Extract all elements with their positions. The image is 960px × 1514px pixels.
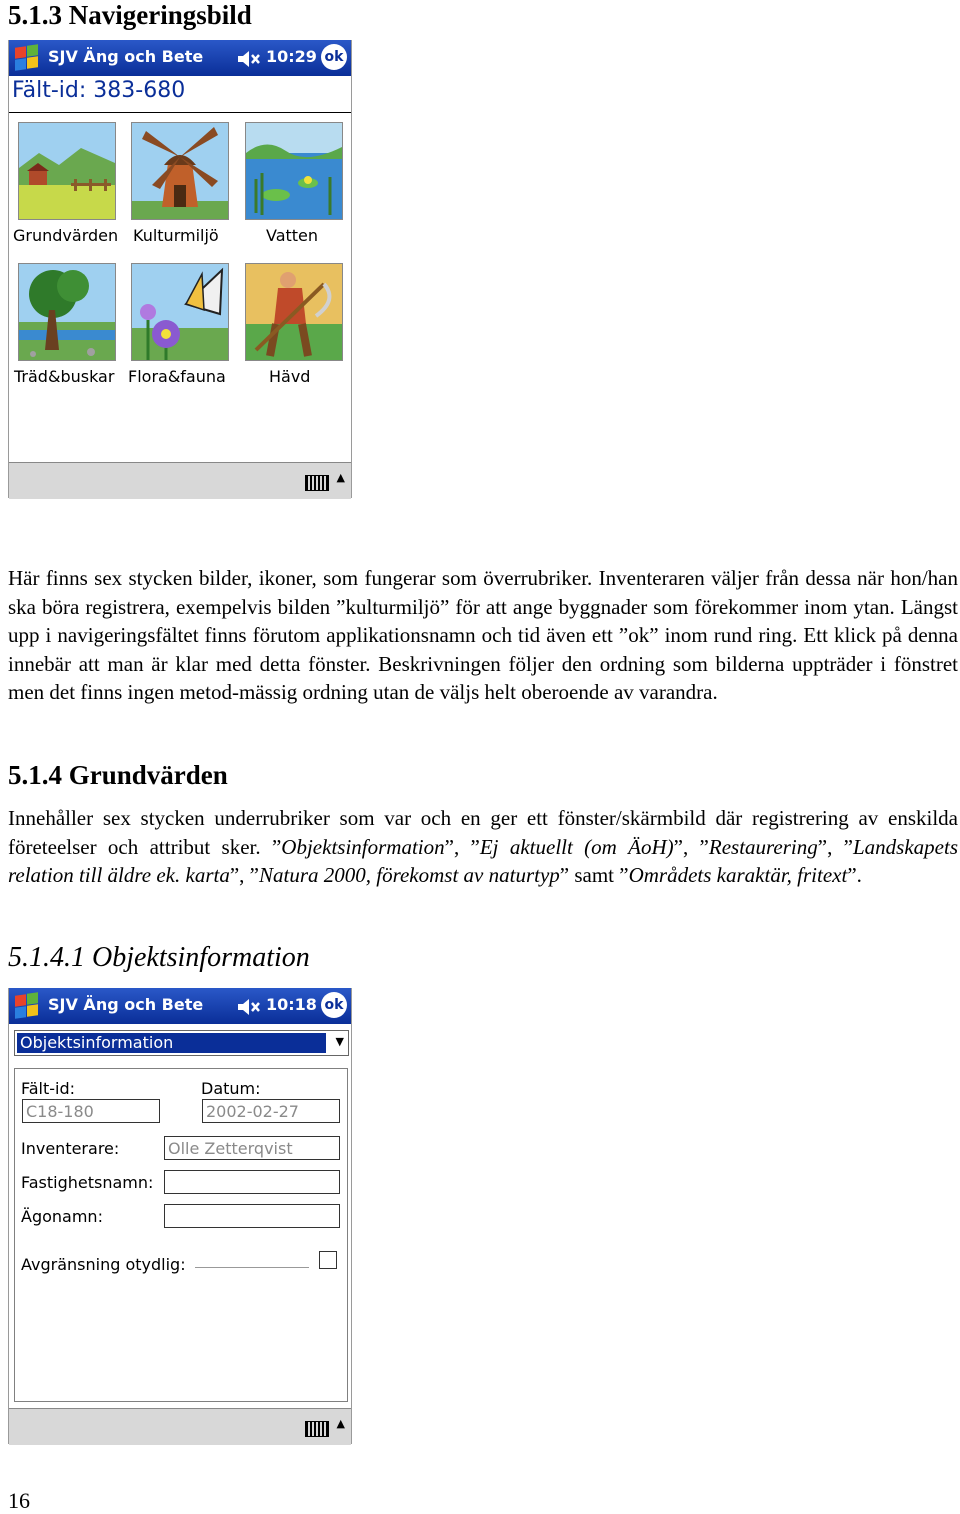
tile-label-trad-buskar: Träd&buskar [14, 367, 115, 386]
keyboard-icon[interactable] [305, 1421, 329, 1437]
windows-start-icon[interactable] [14, 45, 40, 71]
inventerare-input[interactable]: Olle Zetterqvist [164, 1136, 340, 1160]
title-bar [9, 40, 351, 76]
tile-trad-buskar[interactable] [18, 263, 116, 361]
heading-navigeringsbild: 5.1.3 Navigeringsbild [8, 0, 252, 30]
objektsinformation-screenshot [8, 988, 352, 1444]
dropdown-selected: Objektsinformation [17, 1033, 326, 1053]
keyboard-icon[interactable] [305, 475, 329, 491]
landscape-icon [19, 123, 115, 219]
speaker-muted-icon[interactable] [236, 48, 262, 70]
title-bar [9, 988, 351, 1024]
agonamn-input[interactable] [164, 1204, 340, 1228]
ok-button[interactable]: ok [321, 44, 347, 70]
date-input[interactable]: 2002-02-27 [202, 1099, 340, 1123]
water-icon [246, 123, 342, 219]
tile-kulturmiljo[interactable] [131, 122, 229, 220]
subheading-item: Ej aktuellt (om ÄoH) [479, 834, 674, 859]
inventerare-label: Inventerare: [21, 1139, 120, 1158]
tile-vatten[interactable] [245, 122, 343, 220]
paragraph-intro: Innehåller sex stycken underrubriker som var och en ger ett fönster/skärmbild där registrering av enskilda företeelser och attribut sker. [8, 806, 958, 859]
heading-objektsinformation: 5.1.4.1 Objektsinformation [8, 942, 310, 973]
tile-flora-fauna[interactable] [131, 263, 229, 361]
tree-icon [19, 264, 115, 360]
fastighetsnamn-input[interactable] [164, 1170, 340, 1194]
paragraph-grundvarden: Innehåller sex stycken underrubriker som var och en ger ett fönster/skärmbild där registrering av enskilda företeelser och attribut sker. ”Objektsinformation”, ”Ej aktuellt (om ÄoH)”, ”Restaurering”, ”Landskapets relation till äldre ek. karta”, ”Natura 2000, förekomst av naturtyp” samt ”Områdets karaktär, fritext”. [8, 806, 958, 887]
avgransning-label: Avgränsning otydlig: [21, 1255, 186, 1274]
tile-label-grundvarden: Grundvärden [13, 226, 119, 245]
clock[interactable]: 10:18 [266, 995, 317, 1014]
field-id-title: Fält-id: 383-680 [12, 78, 186, 103]
tile-label-flora-fauna: Flora&fauna [128, 367, 226, 386]
scythe-icon [246, 264, 342, 360]
windmill-icon [132, 123, 228, 219]
tile-havd[interactable] [245, 263, 343, 361]
date-label: Datum: [201, 1079, 261, 1098]
subheading-item: Natura 2000, förekomst av naturtyp [258, 863, 560, 887]
form-panel [14, 1068, 348, 1402]
tile-label-vatten: Vatten [266, 226, 319, 245]
keyboard-arrow-icon[interactable]: ▲ [336, 1417, 345, 1430]
section-dropdown[interactable] [14, 1030, 349, 1056]
chevron-down-icon[interactable]: ▼ [335, 1035, 344, 1048]
butterfly-icon [132, 264, 228, 360]
subheading-item: Områdets karaktär, fritext [628, 863, 848, 887]
speaker-muted-icon[interactable] [236, 996, 262, 1018]
subheading-item: Restaurering [708, 834, 818, 859]
app-title: SJV Äng och Bete [48, 47, 204, 66]
tile-grundvarden[interactable] [18, 122, 116, 220]
tile-label-havd: Hävd [269, 367, 311, 386]
app-title: SJV Äng och Bete [48, 995, 204, 1014]
field-id-label: Fält-id: [21, 1079, 76, 1098]
tile-label-kulturmiljo: Kulturmiljö [133, 226, 219, 245]
heading-grundvarden: 5.1.4 Grundvärden [8, 760, 228, 790]
windows-start-icon[interactable] [14, 993, 40, 1019]
menu-bar [9, 462, 351, 499]
avgransning-checkbox[interactable] [319, 1251, 337, 1269]
agonamn-label: Ägonamn: [21, 1207, 103, 1226]
menu-bar [9, 1408, 351, 1445]
field-id-input[interactable]: C18-180 [22, 1099, 160, 1123]
subheading-item: Landskapets relation till äldre ek. karta [8, 834, 958, 887]
clock[interactable]: 10:29 [266, 47, 317, 66]
underline-divider [195, 1267, 309, 1268]
divider [9, 112, 351, 113]
subheading-item: Objektsinformation [281, 834, 445, 859]
paragraph-navigeringsbild: Här finns sex stycken bilder, ikoner, som fungerar som överrubriker. Inventeraren väljer från dessa när hon/han ska böra registrera, exempelvis bilden ”kulturmiljö” för att ange byggnader som förekommer inom ytan. Längst upp i navigeringsfältet finns förutom applikationsnamn och tid även ett ”ok” inom rund ring. Ett klick på denna innebär att man är klar med detta fönster. Beskrivningen följer den ordning som bilderna uppträder i fönstret men det finns ingen metod-mässig ordning utan de väljs helt oberoende av varandra. [8, 566, 958, 704]
keyboard-arrow-icon[interactable]: ▲ [336, 471, 345, 484]
navigation-screenshot [8, 40, 352, 498]
page-number: 16 [8, 1488, 30, 1513]
ok-button[interactable]: ok [321, 992, 347, 1018]
fastighetsnamn-label: Fastighetsnamn: [21, 1173, 154, 1192]
